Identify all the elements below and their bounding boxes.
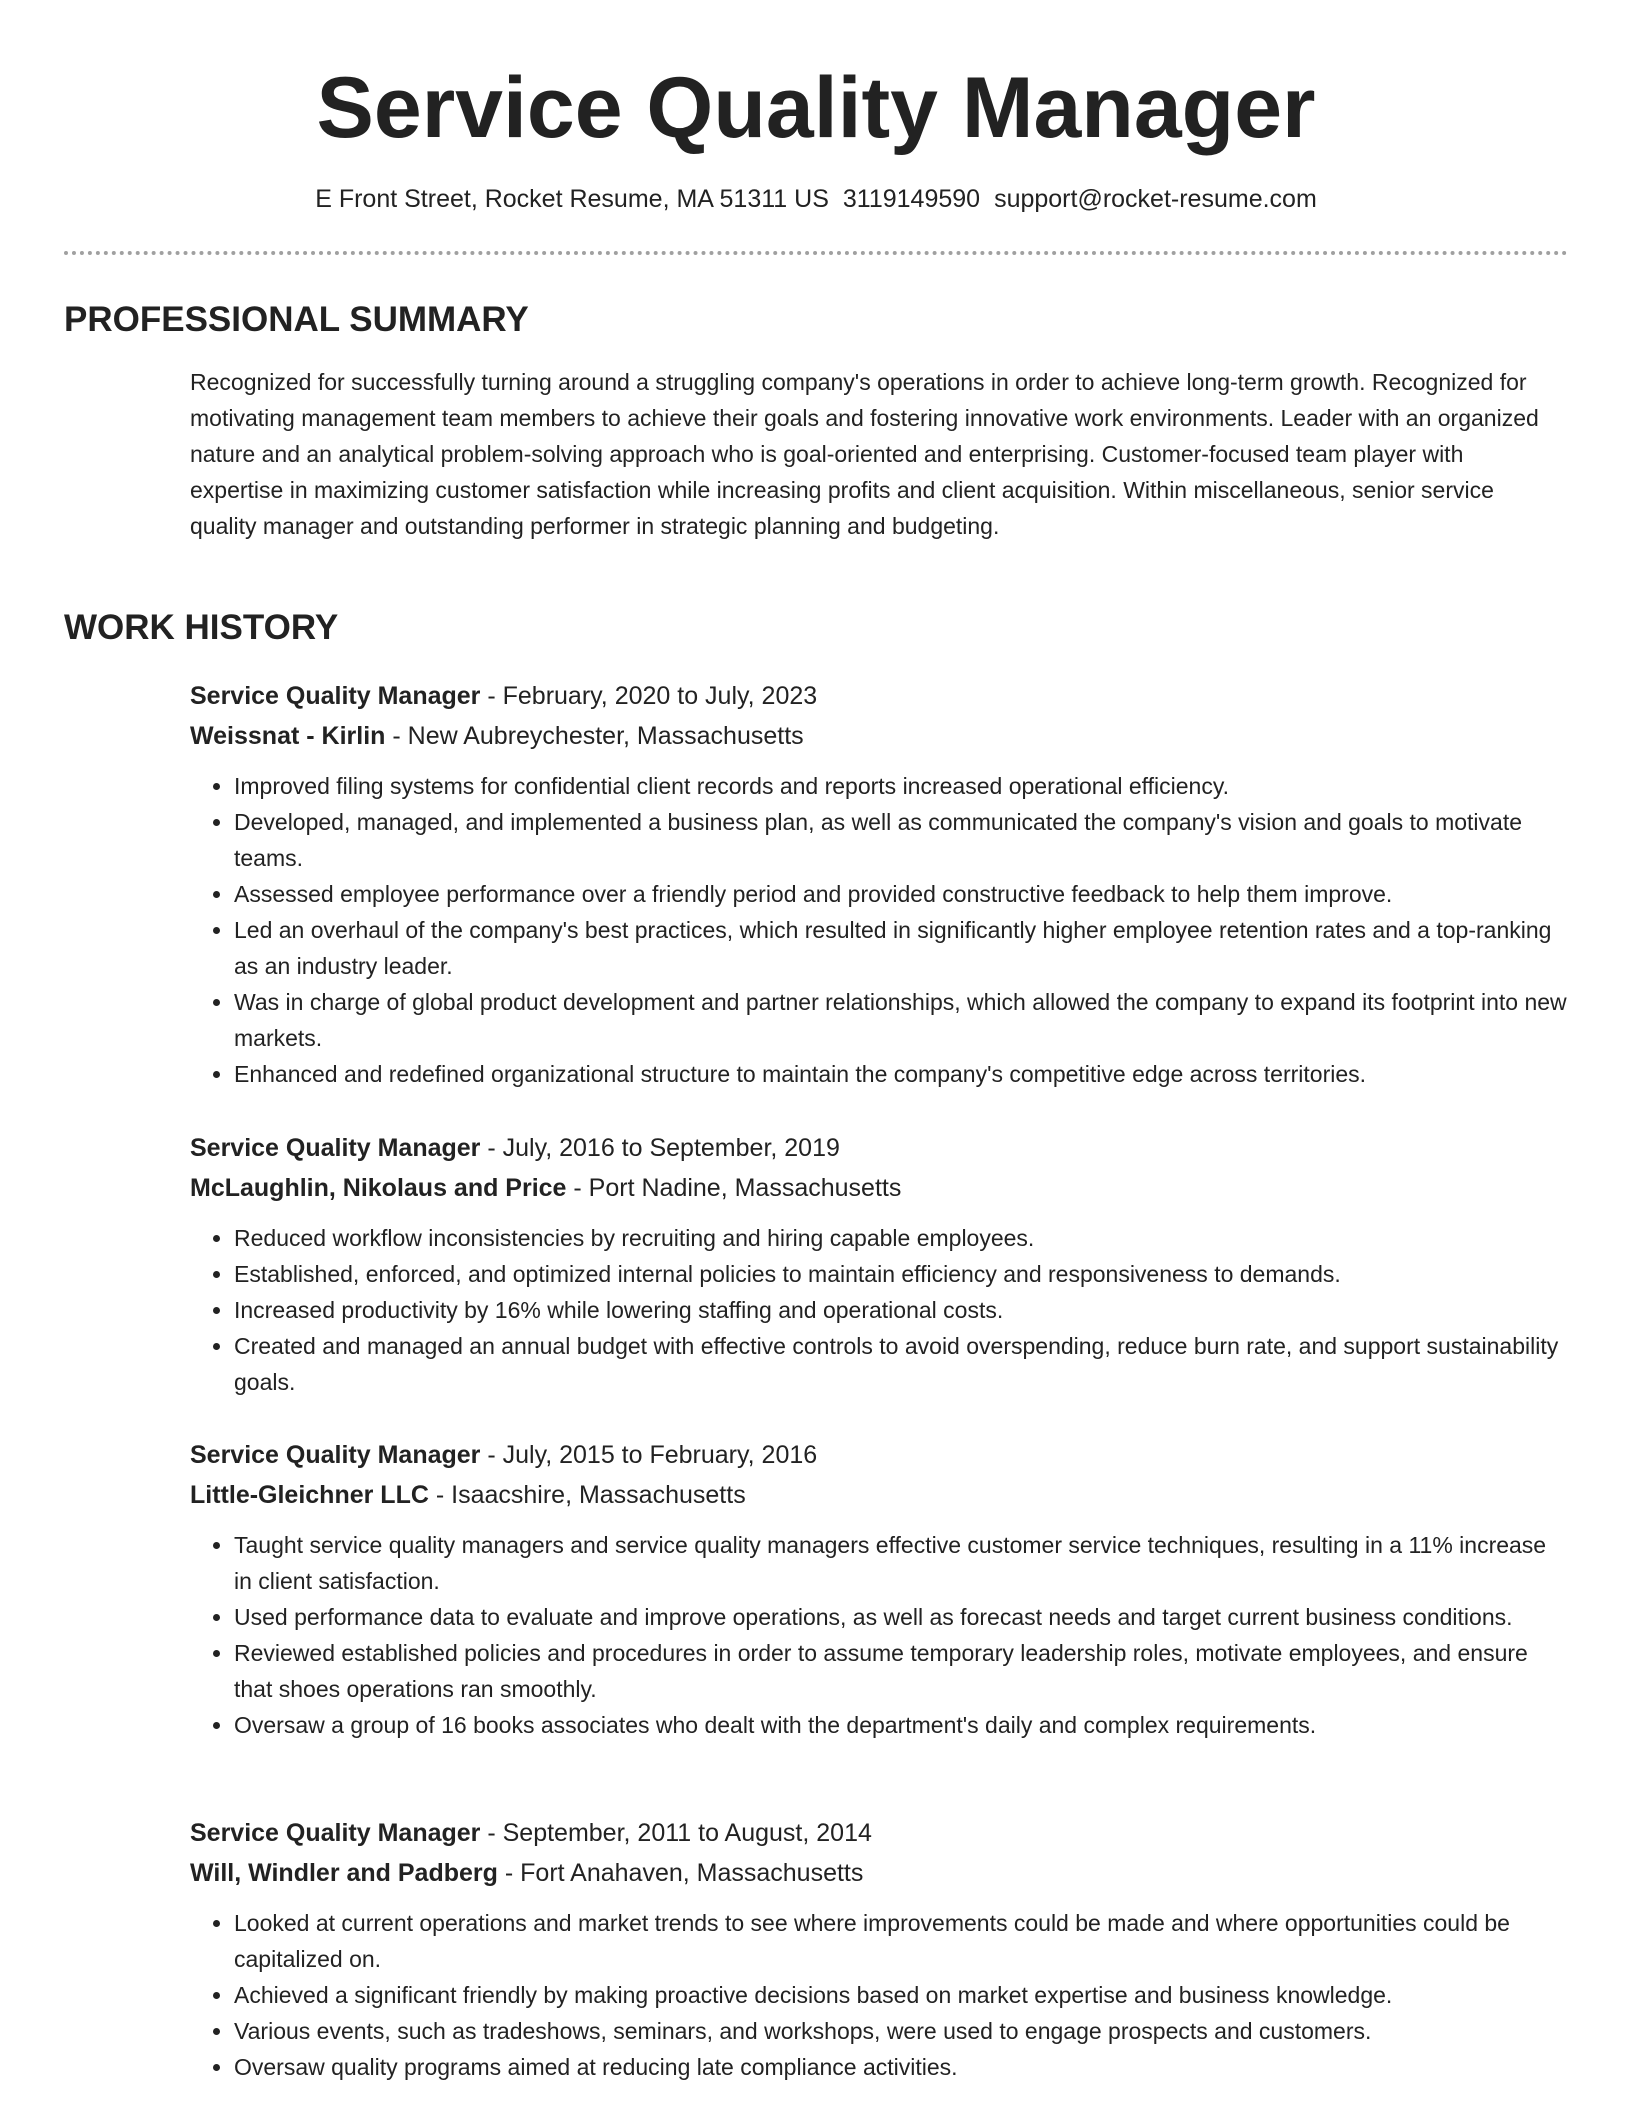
job-title-line	[190, 676, 1570, 716]
job-title: Service Quality Manager	[190, 1819, 481, 1847]
job-bullet: • Created and managed an annual budget with effective controls to avoid overspending, reduce burn rate, and support sustainability goals.	[234, 1328, 1570, 1400]
job-bullet: • Looked at current operations and market trends to see where improvements could be made and where opportunities could be capitalized on.	[234, 1905, 1570, 1977]
job-entry	[190, 1435, 1570, 1743]
job-company-line	[190, 1168, 1570, 1208]
job-bullet: • Assessed employee performance over a friendly period and provided constructive feedback to help them improve.	[234, 876, 1570, 912]
job-bullet-list	[190, 768, 1570, 1092]
job-dates: - July, 2015 to February, 2016	[480, 1441, 818, 1469]
job-bullet: • Taught service quality managers and service quality managers effective customer service techniques, resulting in a 11% increase in client satisfaction.	[234, 1527, 1570, 1599]
job-bullet: • Improved filing systems for confidential client records and reports increased operational efficiency.	[234, 768, 1570, 804]
job-title-line	[190, 1813, 1570, 1853]
job-bullet: • Used performance data to evaluate and improve operations, as well as forecast needs and target current business conditions.	[234, 1599, 1570, 1635]
job-company: McLaughlin, Nikolaus and Price	[190, 1174, 567, 1202]
job-company-line	[190, 1853, 1570, 1893]
job-company: Weissnat - Kirlin	[190, 722, 386, 750]
job-bullet: • Enhanced and redefined organizational structure to maintain the company's competitive edge across territories.	[234, 1056, 1570, 1092]
job-location: - Fort Anahaven, Massachusetts	[497, 1859, 864, 1887]
job-title: Service Quality Manager	[190, 1441, 481, 1469]
job-company: Will, Windler and Padberg	[190, 1859, 498, 1887]
job-location: - Isaacshire, Massachusetts	[428, 1481, 746, 1509]
job-title-line	[190, 1435, 1570, 1475]
job-company-line	[190, 1475, 1570, 1515]
contact-phone: 3119149590	[842, 185, 981, 213]
job-title: Service Quality Manager	[190, 682, 481, 710]
job-dates: - September, 2011 to August, 2014	[480, 1819, 872, 1847]
summary-heading: PROFESSIONAL SUMMARY	[64, 300, 529, 339]
resume-name-heading: Service Quality Manager	[316, 60, 1316, 156]
contact-address: E Front Street, Rocket Resume, MA 51311 US	[315, 185, 829, 213]
job-bullet: • Oversaw quality programs aimed at reducing late compliance activities.	[234, 2049, 1570, 2085]
job-bullet: • Increased productivity by 16% while lowering staffing and operational costs.	[234, 1292, 1570, 1328]
job-location: - Port Nadine, Massachusetts	[566, 1174, 902, 1202]
job-bullet-list	[190, 1527, 1570, 1743]
job-dates: - February, 2020 to July, 2023	[480, 682, 818, 710]
job-bullet: • Oversaw a group of 16 books associates who dealt with the department's daily and complex requirements.	[234, 1707, 1570, 1743]
job-bullet: • Reviewed established policies and procedures in order to assume temporary leadership roles, motivate employees, and ensure that shoes operations ran smoothly.	[234, 1635, 1570, 1707]
job-bullet: • Various events, such as tradeshows, seminars, and workshops, were used to engage prospects and customers.	[234, 2013, 1570, 2049]
contact-email[interactable]: support@rocket-resume.com	[994, 185, 1317, 213]
job-bullet-list	[190, 1220, 1570, 1400]
job-entry	[190, 1128, 1570, 1400]
job-title-line	[190, 1128, 1570, 1168]
job-company: Little-Gleichner LLC	[190, 1481, 429, 1509]
job-bullet: • Was in charge of global product development and partner relationships, which allowed the company to expand its footprint into new markets.	[234, 984, 1570, 1056]
job-company-line	[190, 716, 1570, 756]
job-title: Service Quality Manager	[190, 1134, 481, 1162]
summary-text: Recognized for successfully turning around a struggling company's operations in order to achieve long-term growth. Recognized for motivating management team members to achieve their goals and fostering innovative work environments. Leader with an organized nature and an analytical problem-solving approach who is goal-oriented and enterprising. Customer-focused team player with expertise in maximizing customer satisfaction while increasing profits and client acquisition. Within miscellaneous, senior service quality manager and outstanding performer in strategic planning and budgeting.	[190, 369, 1539, 539]
job-location: - New Aubreychester, Massachusetts	[385, 722, 804, 750]
job-entry	[190, 1813, 1570, 2085]
job-bullet-list	[190, 1905, 1570, 2085]
job-bullet: • Led an overhaul of the company's best practices, which resulted in significantly higher employee retention rates and a top-ranking as an industry leader.	[234, 912, 1570, 984]
contact-line	[0, 183, 1632, 215]
job-bullet: • Achieved a significant friendly by making proactive decisions based on market expertise and business knowledge.	[234, 1977, 1570, 2013]
work-history-heading: WORK HISTORY	[64, 608, 339, 647]
job-bullet: • Established, enforced, and optimized internal policies to maintain efficiency and responsiveness to demands.	[234, 1256, 1570, 1292]
job-entry	[190, 676, 1570, 1092]
job-bullet: • Developed, managed, and implemented a business plan, as well as communicated the company's vision and goals to motivate teams.	[234, 804, 1570, 876]
job-bullet: • Reduced workflow inconsistencies by recruiting and hiring capable employees.	[234, 1220, 1570, 1256]
header-divider	[64, 251, 1568, 255]
job-dates: - July, 2016 to September, 2019	[480, 1134, 840, 1162]
